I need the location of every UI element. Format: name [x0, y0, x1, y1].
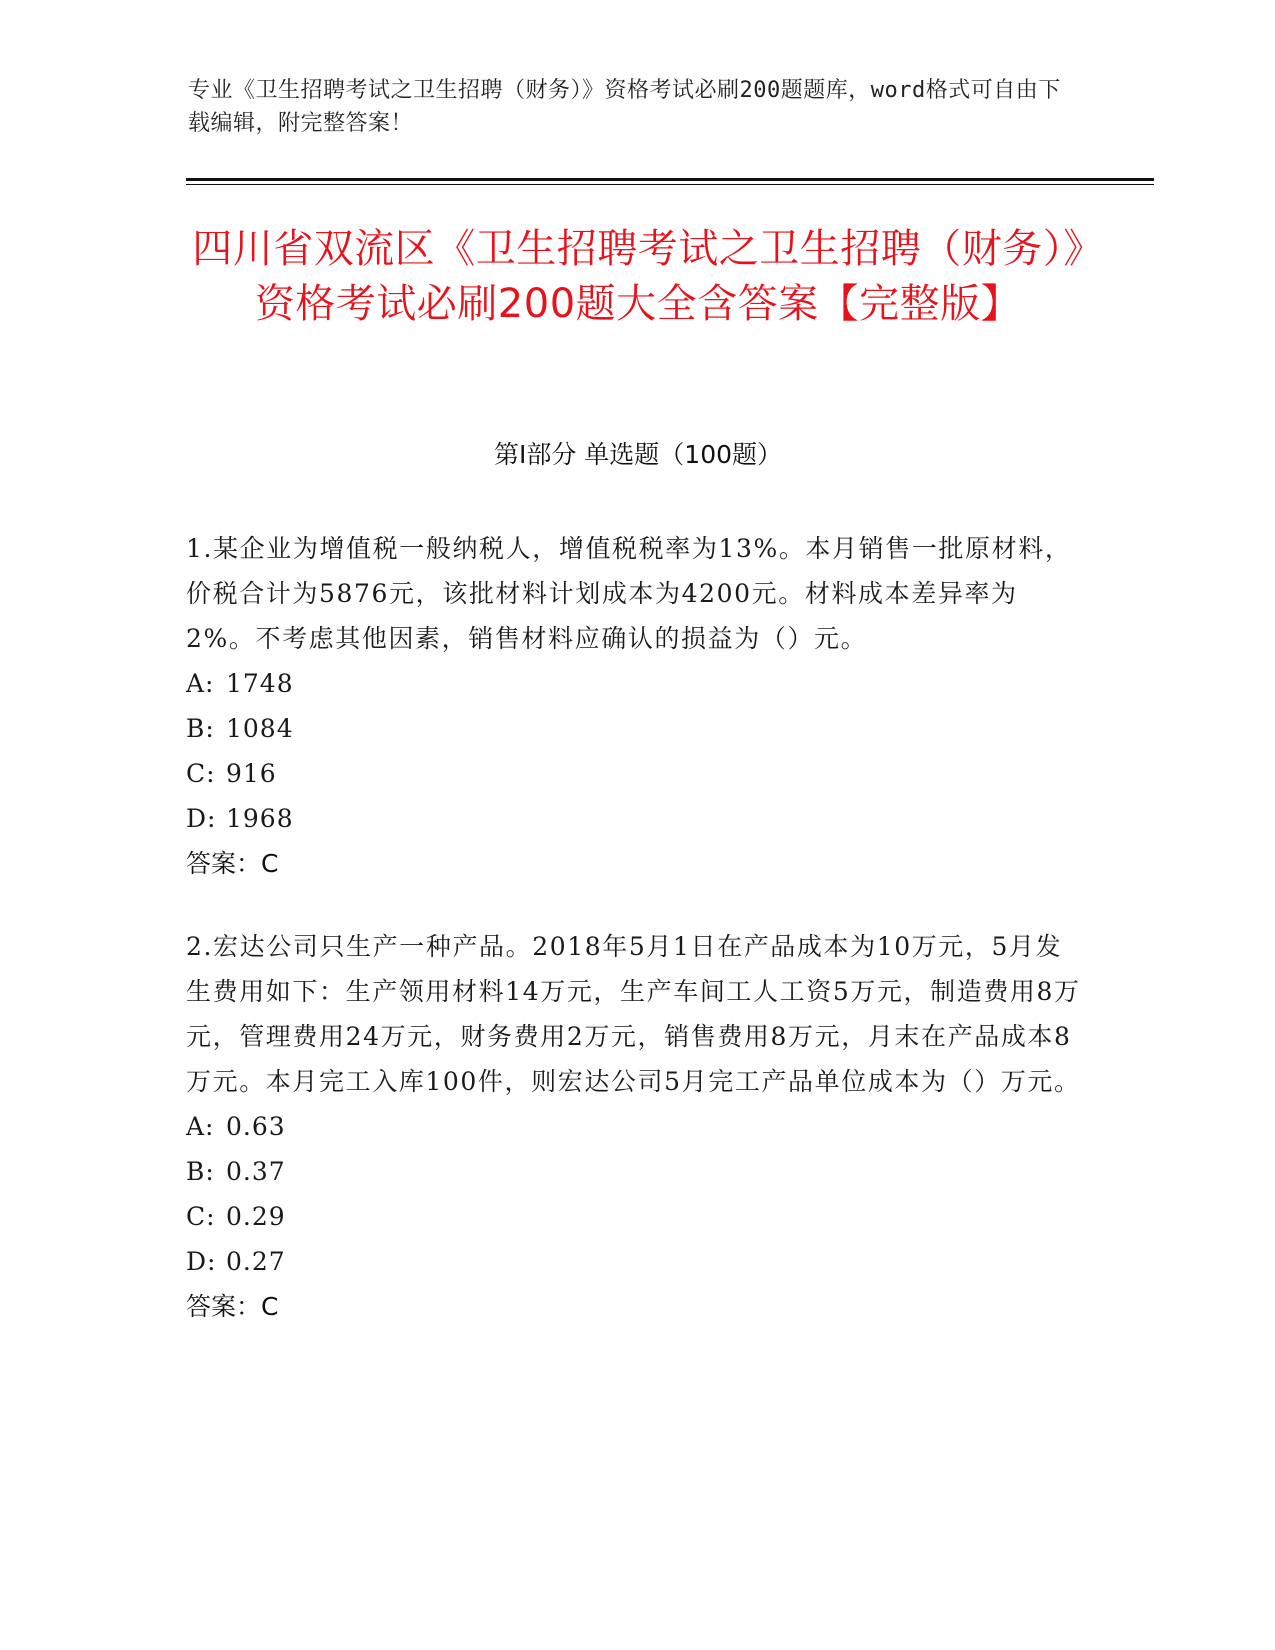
option-text: 0.37	[226, 1157, 286, 1186]
option-text: 1084	[226, 714, 294, 743]
question-1	[186, 526, 1082, 886]
option-d	[186, 1239, 1082, 1284]
document-title: 四川省双流区《卫生招聘考试之卫生招聘（财务）》资格考试必刷200题大全含答案【完整版】	[192, 226, 1084, 327]
option-b	[186, 1149, 1082, 1194]
option-text: 0.63	[226, 1112, 286, 1141]
option-a	[186, 1104, 1082, 1149]
question-stem: 2.宏达公司只生产一种产品。2018年5月1日在产品成本为10万元，5月发生费用如下：生产领用材料14万元，生产车间工人工资5万元，制造费用8万元，管理费用24万元，财务费用2万元，销售费用8万元，月末在产品成本8万元。本月完工入库100件，则宏达公司5月完工产品单位成本为（）万元。	[186, 932, 1081, 1096]
option-a	[186, 661, 1082, 706]
option-c	[186, 751, 1082, 796]
option-text: 0.27	[226, 1247, 286, 1276]
option-letter: C:	[186, 1202, 216, 1231]
option-letter: D:	[186, 804, 217, 833]
option-text: 1968	[226, 804, 294, 833]
option-c	[186, 1194, 1082, 1239]
option-letter: A:	[186, 1112, 215, 1141]
answer-line: 答案：C	[186, 849, 279, 878]
header-divider-thin	[186, 184, 1154, 185]
option-letter: A:	[186, 669, 215, 698]
option-letter: B:	[186, 714, 215, 743]
option-b	[186, 706, 1082, 751]
option-text: 1748	[226, 669, 294, 698]
option-text: 0.29	[226, 1202, 286, 1231]
header-divider-thick	[186, 178, 1154, 181]
option-letter: D:	[186, 1247, 217, 1276]
option-d	[186, 796, 1082, 841]
section-title: 第Ⅰ部分 单选题（100题）	[493, 440, 783, 469]
header-note: 专业《卫生招聘考试之卫生招聘（财务）》资格考试必刷200题题库，word格式可自由下载编辑，附完整答案！	[188, 78, 1061, 136]
answer-line: 答案：C	[186, 1292, 279, 1321]
option-letter: B:	[186, 1157, 215, 1186]
question-2	[186, 924, 1082, 1329]
question-stem: 1.某企业为增值税一般纳税人，增值税税率为13%。本月销售一批原材料，价税合计为5876元，该批材料计划成本为4200元。材料成本差异率为2%。不考虑其他因素，销售材料应确认的损益为（）元。	[186, 534, 1072, 653]
option-text: 916	[226, 759, 277, 788]
option-letter: C:	[186, 759, 216, 788]
